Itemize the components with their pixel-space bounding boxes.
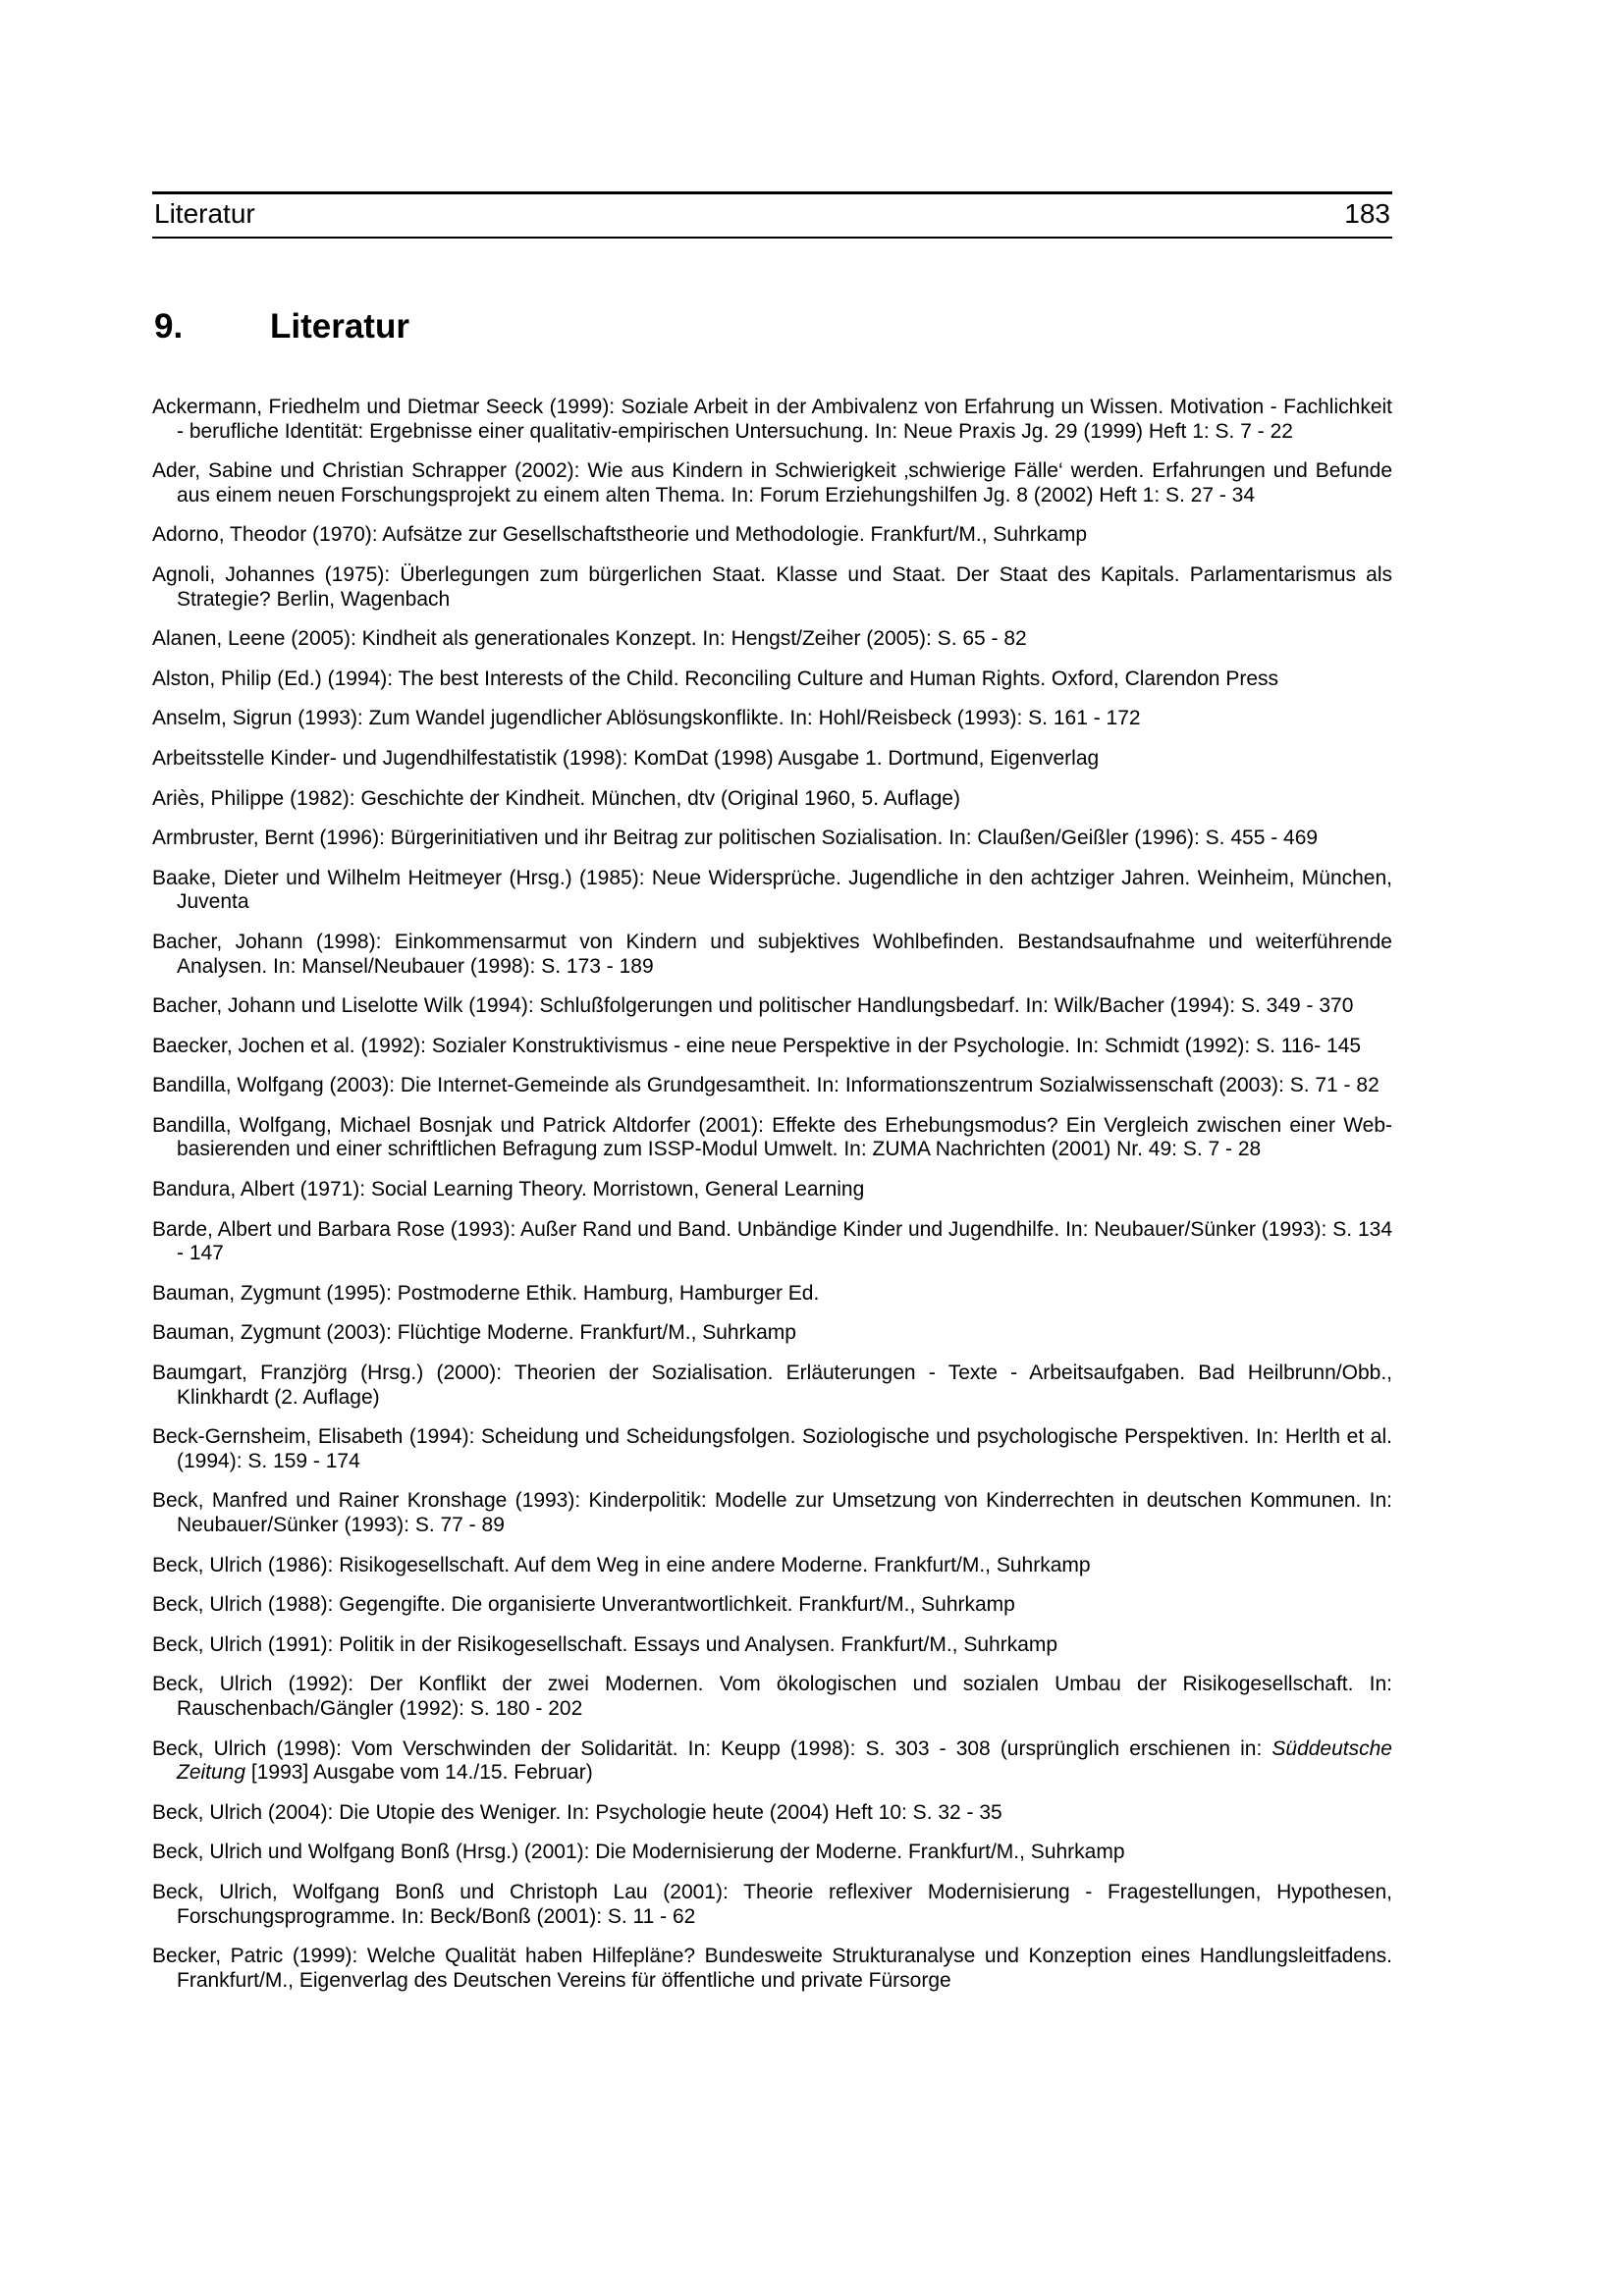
entry-text: Alston, Philip (Ed.) (1994): The best Interests of the Child. Reconciling Culture and Human Rights. Oxford, Clarendon Press — [152, 667, 1279, 690]
chapter-title: Literatur — [270, 307, 409, 346]
bibliography-entry — [152, 827, 1392, 851]
bibliography-entry — [152, 563, 1392, 612]
chapter-heading — [154, 307, 1392, 347]
bibliography-entry — [152, 994, 1392, 1019]
entry-text: Bauman, Zygmunt (1995): Postmoderne Ethik. Hamburg, Hamburger Ed. — [152, 1281, 820, 1305]
entry-text: Baumgart, Franzjörg (Hrsg.) (2000): Theorien der Sozialisation. Erläuterungen - Texte - Arbeitsaufgaben. Bad Heilbrunn/Obb., Klinkhardt (2. Auflage) — [152, 1362, 1392, 1409]
bibliography-entry — [152, 787, 1392, 812]
entry-text: Baecker, Jochen et al. (1992): Sozialer Konstruktivismus - eine neue Perspektive in der Psychologie. In: Schmidt (1992): S. 116- 145 — [152, 1034, 1362, 1057]
bibliography-entry — [152, 1178, 1392, 1202]
entry-text: Agnoli, Johannes (1975): Überlegungen zum bürgerlichen Staat. Klasse und Staat. Der Staat des Kapitals. Parlamentarismus als Strategie? Berlin, Wagenbach — [152, 562, 1392, 611]
entry-text: Bandilla, Wolfgang (2003): Die Internet-Gemeinde als Grundgesamtheit. In: Informationszentrum Sozialwissenschaft (2003): S. 71 - 82 — [152, 1074, 1380, 1097]
bibliography-entry — [152, 523, 1392, 548]
bibliography-entry — [152, 1633, 1392, 1658]
entry-text: Becker, Patric (1999): Welche Qualität haben Hilfepläne? Bundesweite Strukturanalyse und Konzeption eines Handlungsleitfadens. Frankfurt/M., Eigenverlag des Deutschen Vereins für öffentliche und private Fürsorge — [152, 1945, 1392, 1992]
bibliography-entry — [152, 459, 1392, 507]
bibliography-entry — [152, 627, 1392, 652]
bibliography-entry — [152, 396, 1392, 444]
entry-text: Bauman, Zygmunt (2003): Flüchtige Moderne. Frankfurt/M., Suhrkamp — [152, 1321, 796, 1345]
bibliography-entry — [152, 867, 1392, 915]
entry-text: Beck, Ulrich und Wolfgang Bonß (Hrsg.) (2001): Die Modernisierung der Moderne. Frankfurt/M., Suhrkamp — [152, 1841, 1125, 1864]
entry-text: [1993] Ausgabe vom 14./15. Februar) — [245, 1761, 593, 1785]
entry-text: Barde, Albert und Barbara Rose (1993): Außer Rand und Band. Unbändige Kinder und Jugendhilfe. In: Neubauer/Sünker (1993): S. 134 - 147 — [152, 1217, 1392, 1265]
entry-text: Adorno, Theodor (1970): Aufsätze zur Gesellschaftstheorie und Methodologie. Frankfurt/M., Suhrkamp — [152, 523, 1088, 547]
bibliography-entry — [152, 1673, 1392, 1721]
bibliography-entry — [152, 1074, 1392, 1098]
entry-text: Beck, Ulrich, Wolfgang Bonß und Christoph Lau (2001): Theorie reflexiver Modernisierung - Fragestellungen, Hypothesen, Forschungsprogramme. In: Beck/Bonß (2001): S. 11 - 62 — [152, 1880, 1392, 1928]
entry-text: Bacher, Johann und Liselotte Wilk (1994): Schlußfolgerungen und politischer Handlungsbedarf. In: Wilk/Bacher (1994): S. 349 - 370 — [152, 994, 1354, 1018]
bibliography-entry — [152, 1489, 1392, 1537]
chapter-number: 9. — [154, 307, 184, 346]
bibliography-entry — [152, 1593, 1392, 1618]
entry-text: Beck, Ulrich (1991): Politik in der Risikogesellschaft. Essays und Analysen. Frankfurt/M., Suhrkamp — [152, 1632, 1058, 1656]
running-header-page-number: 183 — [1344, 198, 1390, 229]
running-header — [152, 191, 1392, 239]
bibliography-entry — [152, 1282, 1392, 1307]
page-content — [152, 191, 1392, 2008]
bibliography-entry — [152, 1035, 1392, 1059]
entry-text: Bandura, Albert (1971): Social Learning Theory. Morristown, General Learning — [152, 1178, 865, 1201]
running-header-title: Literatur — [154, 198, 255, 229]
bibliography-entry — [152, 1425, 1392, 1473]
bibliography-entry — [152, 1554, 1392, 1578]
bibliography-list — [152, 396, 1392, 1993]
entry-text: Ariès, Philippe (1982): Geschichte der Kindheit. München, dtv (Original 1960, 5. Auflage) — [152, 786, 960, 810]
entry-text: Alanen, Leene (2005): Kindheit als generationales Konzept. In: Hengst/Zeiher (2005): S. 65 - 82 — [152, 627, 1027, 651]
entry-text: Beck, Ulrich (1986): Risikogesellschaft. Auf dem Weg in eine andere Moderne. Frankfurt/M., Suhrkamp — [152, 1553, 1091, 1576]
bibliography-entry — [152, 1801, 1392, 1826]
bibliography-entry — [152, 667, 1392, 692]
bibliography-entry — [152, 1218, 1392, 1266]
entry-text: Bacher, Johann (1998): Einkommensarmut von Kindern und subjektives Wohlbefinden. Bestandsaufnahme und weiterführende Analysen. In: Mansel/Neubauer (1998): S. 173 - 189 — [152, 930, 1392, 978]
bibliography-entry — [152, 1945, 1392, 1993]
entry-text: Armbruster, Bernt (1996): Bürgerinitiativen und ihr Beitrag zur politischen Sozialisation. In: Claußen/Geißler (1996): S. 455 - 469 — [152, 827, 1319, 850]
entry-text: Ackermann, Friedhelm und Dietmar Seeck (1999): Soziale Arbeit in der Ambivalenz von Erfahrung un Wissen. Motivation - Fachlichkeit - berufliche Identität: Ergebnisse einer qualitativ-empirischen Untersuchung. In: Neue Praxis Jg. 29 (1999) Heft 1: S. 7 - 22 — [152, 396, 1392, 443]
entry-text: Anselm, Sigrun (1993): Zum Wandel jugendlicher Ablösungskonflikte. In: Hohl/Reisbeck (1993): S. 161 - 172 — [152, 707, 1141, 730]
bibliography-entry — [152, 747, 1392, 772]
bibliography-entry — [152, 1362, 1392, 1410]
bibliography-entry — [152, 1321, 1392, 1346]
entry-text: Beck, Ulrich (1988): Gegengifte. Die organisierte Unverantwortlichkeit. Frankfurt/M., Suhrkamp — [152, 1593, 1015, 1617]
entry-text: Ader, Sabine und Christian Schrapper (2002): Wie aus Kindern in Schwierigkeit ‚schwierige Fälle‘ werden. Erfahrungen und Befunde aus einem neuen Forschungsprojekt zu einem alten Thema. In: Forum Erziehungshilfen Jg. 8 (2002) Heft 1: S. 27 - 34 — [152, 459, 1392, 507]
bibliography-entry — [152, 1841, 1392, 1865]
bibliography-entry — [152, 707, 1392, 731]
entry-text: Beck, Ulrich (1998): Vom Verschwinden der Solidarität. In: Keupp (1998): S. 303 - 308 (ursprünglich erschienen in: — [152, 1736, 1272, 1760]
entry-text: Baake, Dieter und Wilhelm Heitmeyer (Hrsg.) (1985): Neue Widersprüche. Jugendliche in den achtziger Jahren. Weinheim, München, Juventa — [152, 866, 1392, 914]
entry-text: Beck, Ulrich (2004): Die Utopie des Weniger. In: Psychologie heute (2004) Heft 10: S. 32 - 35 — [152, 1800, 1002, 1824]
bibliography-entry — [152, 1114, 1392, 1162]
entry-text-italic: Süddeutsche Zeitung — [177, 1736, 1392, 1785]
entry-text: Beck-Gernsheim, Elisabeth (1994): Scheidung und Scheidungsfolgen. Soziologische und psychologische Perspektiven. In: Herlth et al. (1994): S. 159 - 174 — [152, 1425, 1392, 1472]
bibliography-entry — [152, 931, 1392, 979]
bibliography-entry — [152, 1737, 1392, 1786]
entry-text: Arbeitsstelle Kinder- und Jugendhilfestatistik (1998): KomDat (1998) Ausgabe 1. Dortmund, Eigenverlag — [152, 746, 1100, 770]
entry-text: Beck, Manfred und Rainer Kronshage (1993): Kinderpolitik: Modelle zur Umsetzung von Kinderrechten in deutschen Kommunen. In: Neubauer/Sünker (1993): S. 77 - 89 — [152, 1489, 1392, 1536]
entry-text: Bandilla, Wolfgang, Michael Bosnjak und Patrick Altdorfer (2001): Effekte des Erhebungsmodus? Ein Vergleich zwischen einer Web-basierenden und einer schriftlichen Befragung zum ISSP-Modul Umwelt. In: ZUMA Nachrichten (2001) Nr. 49: S. 7 - 28 — [152, 1113, 1392, 1161]
entry-text: Beck, Ulrich (1992): Der Konflikt der zwei Modernen. Vom ökologischen und sozialen Umbau der Risikogesellschaft. In: Rauschenbach/Gängler (1992): S. 180 - 202 — [152, 1673, 1392, 1720]
bibliography-entry — [152, 1881, 1392, 1929]
